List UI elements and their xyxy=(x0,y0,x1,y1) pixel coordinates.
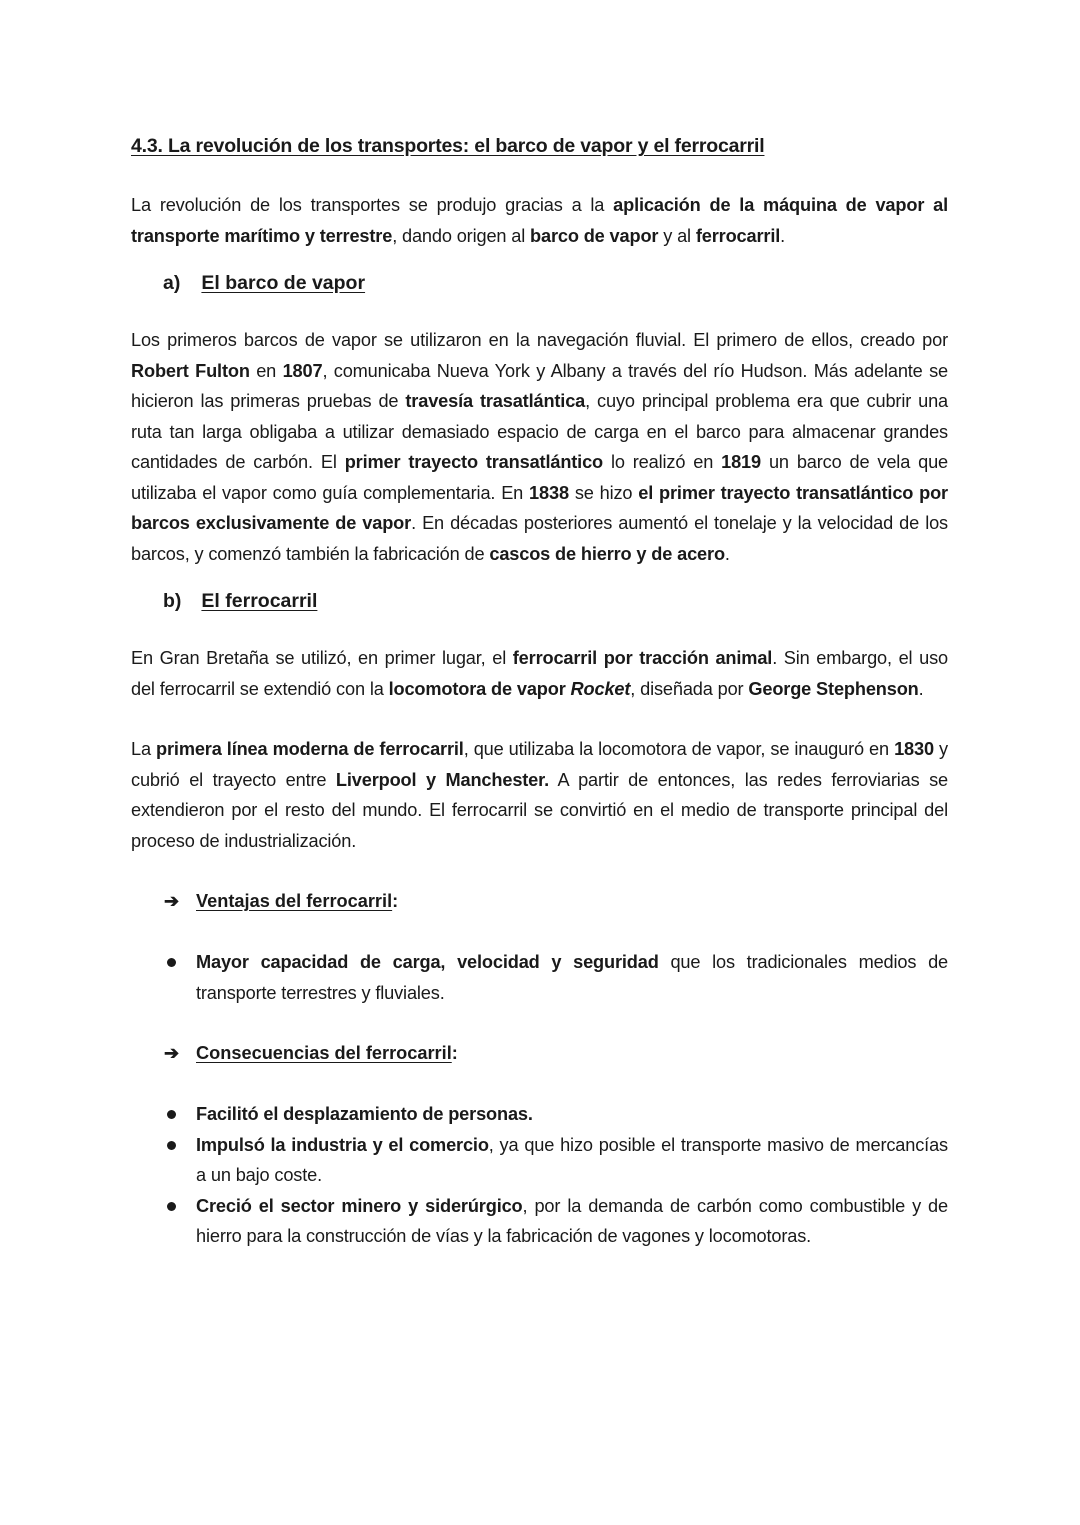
document-page xyxy=(131,128,948,1252)
ventajas-title: Ventajas del ferrocarril xyxy=(196,891,393,911)
emphasis-bold-text: el primer trayecto transatlántico por barcos exclusivamente de vapor xyxy=(131,482,948,533)
emphasis-bold-text: 1838 xyxy=(529,482,569,503)
consecuencias-list xyxy=(131,1099,948,1252)
emphasis-bold-text: primer trayecto transatlántico xyxy=(344,452,604,472)
emphasis-bold-text: locomotora de vapor xyxy=(388,678,571,699)
ferrocarril-paragraph-1: En Gran Bretaña se utilizó, en primer lugar, el ferrocarril por tracción animal. Sin embargo, el uso del ferrocarril se extendió con la locomotora de vapor Rocket, diseñada por George Stephenson. xyxy=(131,648,948,699)
heading-colon: : xyxy=(392,891,399,911)
subsection-heading-barco xyxy=(131,267,948,299)
section-title: 4.3. La revolución de los transportes: el barco de vapor y el ferrocarril xyxy=(131,135,765,157)
emphasis-bold-text: George Stephenson xyxy=(748,678,919,699)
emphasis-bold-text: Mayor capacidad de carga, velocidad y seguridad xyxy=(196,952,659,972)
subsection-label: b) xyxy=(163,590,182,612)
emphasis-bold-text: Robert Fulton xyxy=(131,360,250,381)
emphasis-bold-text: 1819 xyxy=(721,452,761,472)
bullet-icon xyxy=(167,1202,176,1211)
arrow-right-icon: ➔ xyxy=(164,1043,180,1063)
list-item: Mayor capacidad de carga, velocidad y seguridad que los tradicionales medios de transporte terrestres y fluviales. xyxy=(131,947,948,1008)
subsection-title: El ferrocarril xyxy=(201,590,318,612)
ferrocarril-paragraph-2: La primera línea moderna de ferrocarril, que utilizaba la locomotora de vapor, se inauguró en 1830 y cubrió el trayecto entre Liverpool y Manchester. A partir de entonces, las redes ferroviarias se extendieron por el resto del mundo. El ferrocarril se convirtió en el medio de transporte principal del proceso de industrialización. xyxy=(131,739,948,851)
list-item xyxy=(131,1099,948,1130)
heading-colon: : xyxy=(451,1043,458,1063)
ventajas-list xyxy=(131,947,948,1008)
emphasis-bold-text: 1830 xyxy=(894,739,934,759)
emphasis-bold-text: Liverpool y Manchester. xyxy=(335,769,549,790)
emphasis-bold-text: Creció el sector minero y siderúrgico xyxy=(196,1195,523,1216)
emphasis-bold-text: aplicación de la máquina de vapor al transporte marítimo y terrestre xyxy=(131,195,948,246)
subsection-label: a) xyxy=(163,272,181,294)
emphasis-bold-text: ferrocarril por tracción animal xyxy=(512,648,773,668)
consecuencias-heading xyxy=(131,1038,948,1068)
intro-paragraph: La revolución de los transportes se produjo gracias a la aplicación de la máquina de vapor al transporte marítimo y terrestre, dando origen al barco de vapor y al ferrocarril. xyxy=(131,195,948,246)
emphasis-italic-text: Rocket xyxy=(570,678,631,699)
consecuencias-title: Consecuencias del ferrocarril xyxy=(196,1043,452,1063)
list-item: Impulsó la industria y el comercio, ya que hizo posible el transporte masivo de mercancías a un bajo coste. xyxy=(131,1130,948,1191)
emphasis-bold-text: barco de vapor xyxy=(530,225,659,246)
bullet-icon xyxy=(167,1110,176,1119)
emphasis-bold-text: Impulsó la industria y el comercio xyxy=(196,1134,489,1155)
bullet-icon xyxy=(167,1141,176,1150)
list-item: Creció el sector minero y siderúrgico, por la demanda de carbón como combustible y de hierro para la construcción de vías y la fabricación de vagones y locomotoras. xyxy=(131,1191,948,1252)
emphasis-bold-text: Facilitó el desplazamiento de personas. xyxy=(196,1104,533,1124)
emphasis-bold-text: cascos de hierro y de acero xyxy=(489,543,725,564)
emphasis-bold-text: travesía trasatlántica xyxy=(405,391,586,411)
emphasis-bold-text: 1807 xyxy=(282,360,323,381)
arrow-right-icon: ➔ xyxy=(164,891,180,911)
subsection-heading-ferrocarril xyxy=(131,585,948,617)
barco-paragraph: Los primeros barcos de vapor se utilizaron en la navegación fluvial. El primero de ellos, creado por Robert Fulton en 1807, comunicaba Nueva York y Albany a través del río Hudson. Más adelante se hicieron las primeras pruebas de travesía trasatlántica, cuyo principal problema era que cubrir una ruta tan larga obligaba a utilizar demasiado espacio de carga en el barco para almacenar grandes cantidades de carbón. El primer trayecto transatlántico lo realizó en 1819 un barco de vela que utilizaba el vapor como guía complementaria. En 1838 se hizo el primer trayecto transatlántico por barcos exclusivamente de vapor. En décadas posteriores aumentó el tonelaje y la velocidad de los barcos, y comenzó también la fabricación de cascos de hierro y de acero. xyxy=(131,330,949,564)
emphasis-bold-text: ferrocarril xyxy=(695,225,781,246)
bullet-icon xyxy=(167,958,176,967)
subsection-title: El barco de vapor xyxy=(201,272,366,294)
ventajas-heading xyxy=(131,886,948,916)
emphasis-bold-text: primera línea moderna de ferrocarril xyxy=(156,739,464,759)
